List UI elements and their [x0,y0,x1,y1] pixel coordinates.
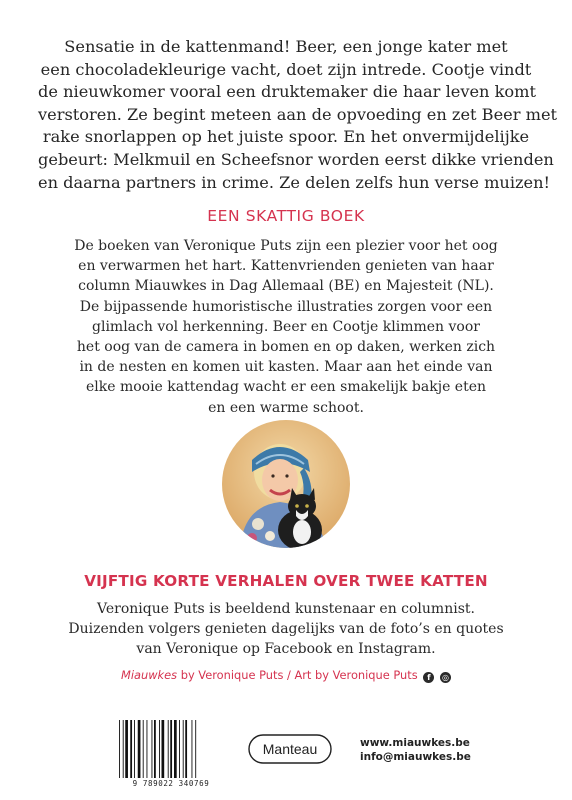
barcode-bar [174,720,177,778]
contact-info [360,736,471,764]
body-line: De boeken van Veronique Puts zijn een plezier voor het oog [74,238,498,254]
book-title: Miauwkes [121,668,178,682]
intro-line: Sensatie in de kattenmand! Beer, een jonge kater met [64,37,508,56]
email-link[interactable]: info@miauwkes.be [360,751,471,763]
website-link[interactable]: www.miauwkes.be [360,737,470,749]
facebook-icon: f [423,672,434,683]
barcode-bar [185,720,187,778]
instagram-icon: ◎ [440,672,451,683]
author-portrait [222,420,350,548]
body-line: het oog van de camera in bomen en op daken, werken zich [76,339,496,356]
barcode-bar [125,720,128,778]
intro-paragraph [38,36,558,194]
body-line: Duizenden volgers genieten dagelijks van de foto’s en quotes [68,621,504,638]
body-line: glimlach vol herkenning. Beer en Cootje klimmen voor [92,318,480,335]
credits-line [0,668,572,683]
body-line: van Veronique op Facebook en Instagram. [136,641,436,658]
barcode-bar [159,720,160,778]
body-line: en een warme schoot. [208,399,364,416]
section-body-verhalen [40,599,532,660]
barcode-bar [138,720,141,778]
intro-line: verstoren. Ze begint meteen aan de opvoeding en zet Beer met [38,104,558,124]
intro-line: rake snorlappen op het juiste spoor. En het onvermijdelijke [42,127,530,147]
credits-text: by Veronique Puts / Art by Veronique Puts [177,668,418,682]
barcode-bar [179,720,180,778]
barcode-digits: 9 789022 340769 [132,779,210,788]
body-line: column Miauwkes in Dag Allemaal (BE) en Majesteit (NL). [78,278,494,295]
barcode-bar [170,720,172,778]
barcode-bar [123,720,124,778]
body-line: elke mooie kattendag wacht er een smakelijk bakje eten [85,379,487,396]
section-body-skattig [40,236,532,418]
barcode-bar [192,720,193,778]
barcode-bar [134,720,135,778]
body-line: en verwarmen het hart. Kattenvrienden genieten van haar [78,258,494,275]
barcode-bar [168,720,169,778]
barcode-bar [147,720,148,778]
body-line: De bijpassende humoristische illustraties zorgen voor een [79,298,493,315]
section-heading-skattig: EEN SKATTIG BOEK [207,207,365,225]
intro-line: gebeurt: Melkmuil en Scheefsnor worden eerst dikke vrienden [38,149,554,169]
barcode-bar [119,720,120,778]
intro-line: de nieuwkomer vooral een druktemaker die haar leven komt [38,82,537,102]
barcode-bar [143,720,144,778]
barcode-bar [130,720,132,778]
barcode-bar [154,720,156,778]
barcode-bar [195,720,196,778]
barcode-bar [183,720,184,778]
publisher-name: Manteau [262,741,318,757]
body-line: in de nesten en komen uit kasten. Maar aan het einde van [79,359,493,376]
publisher-logo [248,734,332,764]
intro-line: een chocoladekleurige vacht, doet zijn intrede. Cootje vindt [40,59,532,79]
body-line: Veronique Puts is beeldend kunstenaar en columnist. [97,601,475,617]
barcode-bar [162,720,165,778]
intro-line: en daarna partners in crime. Ze delen zelfs hun verse muizen! [38,172,551,192]
section-heading-verhalen: VIJFTIG KORTE VERHALEN OVER TWEE KATTEN [84,572,488,590]
barcode-bar [152,720,153,778]
